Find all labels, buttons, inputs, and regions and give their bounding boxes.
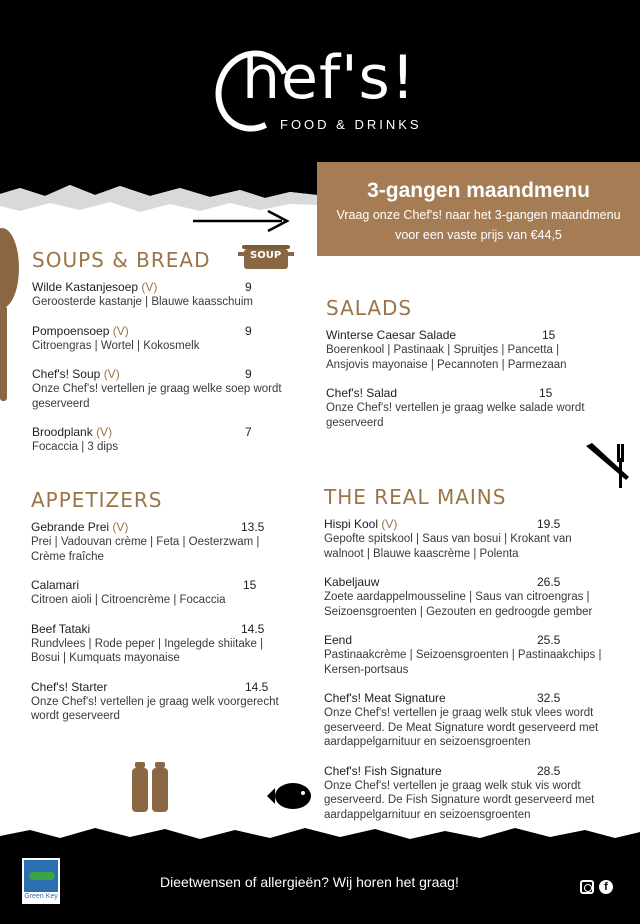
item-price: 28.5	[537, 763, 561, 778]
green-key-text: Green Key	[24, 893, 58, 900]
instagram-icon[interactable]	[580, 880, 594, 894]
list-item	[31, 622, 281, 666]
facebook-icon[interactable]: f	[599, 880, 613, 894]
item-description: Boerenkool | Pastinaak | Spruitjes | Pancetta | Ansjovis mayonaise | Pecannoten | Parmezaan	[326, 344, 567, 371]
item-description: Geroosterde kastanje | Blauwe kaasschuim	[32, 296, 253, 308]
item-description: Gepofte spitskool | Saus van bosui | Krokant van walnoot | Blauwe kaascrème | Polenta	[324, 533, 572, 560]
list-item	[31, 680, 281, 724]
item-name: Pompoensoep (V)	[32, 323, 129, 338]
item-name: Chef's! Fish Signature	[324, 763, 442, 778]
item-price: 19.5	[537, 517, 561, 531]
item-description: Rundvlees | Rode peper | Ingelegde shiitake | Bosui | Kumquats mayonaise	[31, 637, 264, 664]
promo-box	[317, 162, 640, 256]
item-name: Chef's! Soup (V)	[32, 367, 120, 381]
item-name: Wilde Kastanjesoep (V)	[32, 280, 158, 294]
item-description: Onze Chef's! vertellen je graag welke salade wordt geserveerd	[326, 402, 585, 429]
item-name: Chef's! Starter	[31, 679, 108, 694]
list-item	[32, 280, 262, 310]
item-description: Zoete aardappelmousseline | Saus van citroengras | Seizoensgroenten | Gezouten en gedroogde gember	[324, 591, 593, 618]
item-price: 14.5	[241, 621, 265, 636]
list-item	[324, 691, 602, 750]
list-item	[32, 425, 262, 455]
item-name: Chef's! Meat Signature	[324, 691, 446, 705]
promo-line-2: voor een vaste prijs van €44,5	[395, 228, 562, 242]
logo-wordmark: hef's!	[242, 43, 416, 113]
item-name: Winterse Caesar Salade	[326, 328, 457, 342]
list-item	[31, 520, 281, 564]
item-price: 9	[245, 323, 252, 338]
item-name: Broodplank (V)	[32, 425, 113, 439]
section-title: THE REAL MAINS	[324, 485, 507, 509]
item-price: 15	[539, 386, 553, 400]
item-price: 25.5	[537, 633, 561, 647]
item-description: Prei | Vadouvan crème | Feta | Oesterzwam | Crème fraîche	[31, 536, 260, 563]
item-price: 26.5	[537, 575, 561, 589]
salt-pepper-mills-icon	[130, 762, 172, 814]
wooden-spoon-icon	[0, 228, 22, 404]
green-key-logo	[22, 858, 60, 904]
item-description: Onze Chef's! vertellen je graag welke soep wordt geserveerd	[32, 383, 282, 410]
footer	[0, 810, 640, 924]
item-price: 15	[243, 578, 257, 592]
item-name: Gebrande Prei (V)	[31, 520, 129, 534]
fish-icon	[265, 778, 313, 814]
section-appetizers	[31, 488, 281, 738]
list-item	[326, 386, 586, 430]
section-soups-bread	[32, 248, 282, 469]
item-description: Onze Chef's! vertellen je graag welk stuk vlees wordt geserveerd. De Meat Signature wordt geserveerd met aardappelgarnituur en seizoensgroenten	[324, 707, 599, 748]
logo-tagline: FOOD & DRINKS	[280, 117, 422, 132]
footer-text: Dieetwensen of allergieën? Wij horen het graag!	[160, 874, 459, 890]
item-name: Kabeljauw	[324, 575, 380, 589]
list-item	[324, 575, 602, 619]
section-salads	[326, 296, 586, 444]
item-description: Citroengras | Wortel | Kokosmelk	[32, 339, 200, 352]
knife-fork-icon	[584, 440, 634, 490]
section-title: APPETIZERS	[31, 488, 163, 512]
item-price: 7	[245, 425, 252, 439]
item-name: Calamari	[31, 578, 80, 592]
item-name: Beef Tataki	[31, 621, 91, 636]
item-price: 9	[245, 367, 252, 381]
item-name: Hispi Kool (V)	[324, 517, 398, 531]
list-item	[324, 633, 602, 677]
list-item	[326, 328, 586, 372]
item-name: Chef's! Salad	[326, 386, 397, 400]
promo-title: 3-gangen maandmenu	[367, 179, 590, 202]
item-price: 13.5	[241, 520, 265, 534]
torn-paper-bottom	[0, 810, 640, 924]
item-price: 15	[542, 328, 556, 342]
item-description: Onze Chef's! vertellen je graag welk stuk vis wordt geserveerd. De Fish Signature wordt geserveerd met aardappelgarnituur en seizoensgroenten	[324, 779, 595, 821]
list-item	[31, 578, 281, 608]
item-description: Focaccia | 3 dips	[32, 441, 119, 453]
item-price: 32.5	[537, 691, 561, 705]
item-name: Eend	[324, 633, 353, 647]
item-description: Citroen aioli | Citroencrème | Focaccia	[31, 594, 226, 606]
promo-line-1: Vraag onze Chef's! naar het 3-gangen maandmenu	[336, 208, 621, 222]
soup-sign-text: SOUP	[250, 250, 282, 261]
list-item	[324, 517, 602, 561]
item-description: Onze Chef's! vertellen je graag welk voorgerecht wordt geserveerd	[31, 695, 279, 722]
section-title: SOUPS & BREAD	[32, 248, 211, 272]
key-icon	[24, 860, 58, 892]
list-item	[32, 367, 292, 411]
item-price: 14.5	[245, 679, 269, 694]
list-item	[32, 324, 262, 354]
item-price: 9	[245, 280, 252, 294]
section-the-real-mains	[324, 485, 602, 836]
item-description: Pastinaakcrème | Seizoensgroenten | Pastinaakchips | Kersen-portsaus	[324, 649, 602, 676]
section-title: SALADS	[326, 296, 413, 320]
arrow-icon	[190, 208, 295, 234]
